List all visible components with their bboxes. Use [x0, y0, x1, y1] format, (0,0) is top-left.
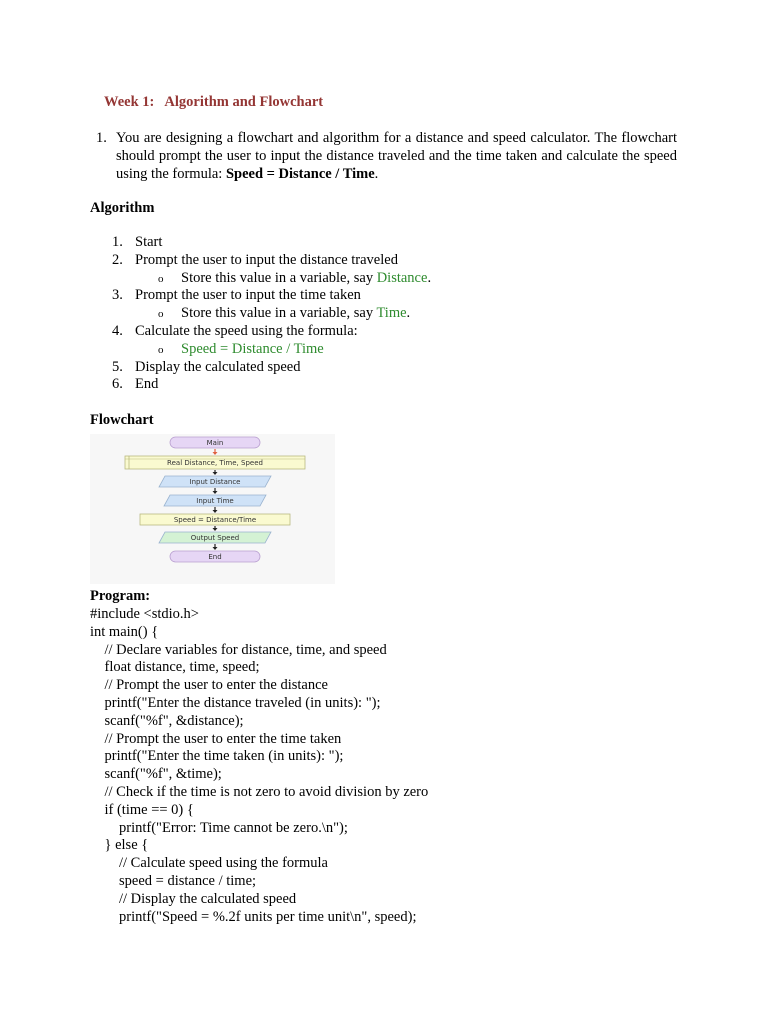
code-line: } else { [90, 837, 149, 854]
bullet-icon: o [158, 272, 164, 285]
flowchart-node-label: Output Speed [190, 534, 240, 542]
code-line: float distance, time, speed; [90, 659, 260, 676]
variable-name: Distance [376, 269, 428, 286]
algorithm-heading: Algorithm [90, 200, 155, 216]
code-line: // Prompt the user to enter the time taken [90, 730, 342, 747]
code-line: printf("Error: Time cannot be zero.\n"); [90, 819, 348, 836]
flowchart-node-label: Real Distance, Time, Speed [167, 459, 263, 467]
question-1 [96, 129, 677, 183]
bullet-icon: o [158, 308, 164, 321]
code-line: #include <stdio.h> [90, 606, 199, 622]
code-line: scanf("%f", &time); [90, 766, 222, 783]
code-line: speed = distance / time; [90, 872, 257, 889]
substep-text: Store this value in a variable, say Distance. [181, 269, 432, 286]
flowchart-node-label: End [208, 553, 222, 561]
flowchart-node-label: Speed = Distance/Time [173, 516, 257, 524]
program-heading: Program: [90, 588, 151, 604]
step-number: 6. [112, 376, 123, 393]
variable-name: Time [376, 305, 407, 322]
step-text: End [135, 376, 159, 393]
question-number: 1. [96, 130, 107, 146]
code-line: printf("Enter the time taken (in units): "); [90, 748, 344, 765]
step-text: Calculate the speed using the formula: [135, 322, 358, 339]
flowchart-heading: Flowchart [90, 412, 154, 428]
step-text: Prompt the user to input the distance traveled [135, 251, 398, 268]
code-line: // Prompt the user to enter the distance [90, 677, 328, 694]
code-line: printf("Speed = %.2f units per time unit\n", speed); [90, 908, 417, 925]
substep-text [181, 341, 324, 359]
arrowhead-icon [213, 452, 218, 455]
step-text: Prompt the user to input the time taken [135, 287, 361, 304]
arrowhead-icon [213, 472, 218, 475]
step-text: Start [135, 234, 163, 250]
code-line: if (time == 0) { [90, 801, 194, 818]
flowchart-node-label: Main [206, 439, 224, 447]
program-code [90, 606, 428, 926]
week-title: Week 1: Algorithm and Flowchart [104, 94, 324, 110]
step-number: 3. [112, 287, 123, 304]
arrowhead-icon [213, 547, 218, 550]
code-line: // Calculate speed using the formula [90, 855, 328, 872]
flowchart-node-label: Input Time [196, 497, 234, 505]
flowchart-figure [90, 434, 335, 584]
flowchart-svg [90, 434, 335, 584]
code-line: scanf("%f", &distance); [90, 712, 244, 729]
step-number: 2. [112, 251, 123, 268]
arrowhead-icon [213, 510, 218, 513]
arrowhead-icon [213, 491, 218, 494]
code-line: int main() { [90, 623, 159, 640]
question-text: You are designing a flowchart and algorithm for a distance and speed calculator. The flowchart should prompt the user to input the distance traveled and the time taken and calculate the speed using the formula: Speed = Distance / Time. [116, 130, 677, 182]
variable-name: Speed = Distance / Time [181, 340, 324, 357]
bullet-icon: o [158, 343, 164, 356]
arrowhead-icon [213, 528, 218, 531]
code-line: // Check if the time is not zero to avoid division by zero [90, 783, 429, 800]
step-text: Display the calculated speed [135, 358, 301, 375]
flowchart-node-label: Input Distance [189, 478, 241, 486]
substep-text: Store this value in a variable, say Time. [181, 305, 411, 322]
step-number: 4. [112, 322, 123, 339]
formula-bold: Speed = Distance / Time [225, 166, 375, 182]
code-line: printf("Enter the distance traveled (in units): "); [90, 694, 381, 711]
step-number: 5. [112, 358, 123, 375]
code-line: // Declare variables for distance, time, and speed [90, 641, 387, 658]
code-line: // Display the calculated speed [90, 890, 297, 907]
step-number: 1. [112, 234, 123, 250]
